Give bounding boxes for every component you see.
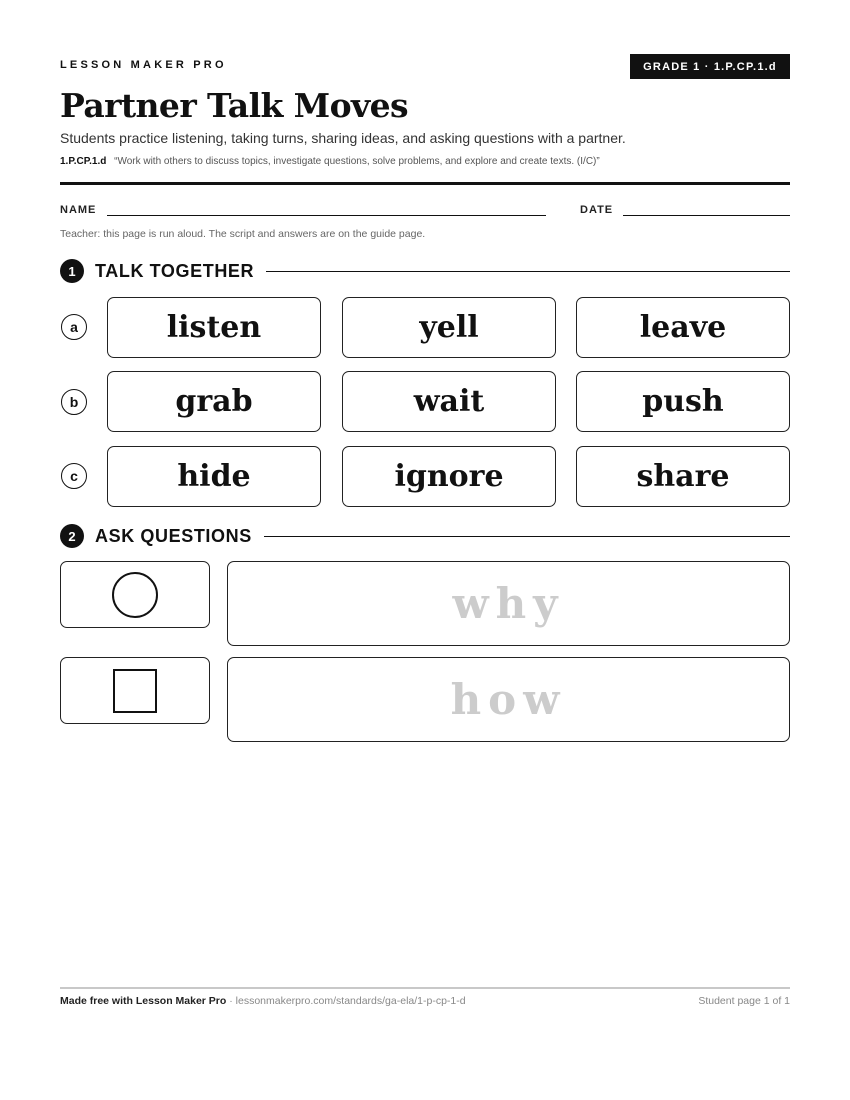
date-field-line[interactable] (623, 215, 790, 216)
teacher-note: Teacher: this page is run aloud. The script and answers are on the guide page. (60, 228, 426, 240)
made-with-label: Made free with Lesson Maker Pro (60, 995, 227, 1007)
date-label: DATE (580, 204, 614, 216)
section-header-ask-questions (60, 524, 790, 548)
page-subtitle: Students practice listening, taking turns, sharing ideas, and asking questions with a partner. (60, 130, 626, 146)
page-title: Partner Talk Moves (60, 86, 408, 125)
brand-name: LESSON MAKER PRO (60, 59, 227, 71)
trace-word-box[interactable]: why (227, 561, 790, 646)
name-label: NAME (60, 204, 97, 216)
grade-badge: GRADE 1 · 1.P.CP.1.d (630, 54, 790, 79)
row-letter-c: c (61, 463, 87, 489)
footer-url-link[interactable]: lessonmakerpro.com/standards/ga-ela/1-p-cp-1-d (235, 995, 466, 1007)
standard-code: 1.P.CP.1.d (60, 156, 107, 167)
square-shape (113, 669, 157, 713)
section-rule (266, 271, 790, 272)
circle-shape (112, 572, 158, 618)
footer-separator: · (226, 995, 236, 1007)
section-number-badge: 1 (60, 259, 84, 283)
word-card[interactable]: push (576, 371, 790, 432)
section-rule (264, 536, 790, 537)
shape-card-circle[interactable] (60, 561, 210, 628)
section-title: TALK TOGETHER (95, 260, 255, 281)
shape-card-square[interactable] (60, 657, 210, 724)
standard-line (60, 156, 600, 167)
footer-divider (60, 987, 790, 989)
word-card[interactable]: ignore (342, 446, 556, 507)
standard-text: “Work with others to discuss topics, investigate questions, solve problems, and explore and create texts. (I/C)” (114, 156, 600, 167)
word-card[interactable]: share (576, 446, 790, 507)
row-letter-a: a (61, 314, 87, 340)
section-title: ASK QUESTIONS (95, 525, 252, 546)
word-card[interactable]: hide (107, 446, 321, 507)
page-number: Student page 1 of 1 (698, 995, 790, 1007)
row-letter-b: b (61, 389, 87, 415)
footer-credit (60, 995, 466, 1007)
word-card[interactable]: leave (576, 297, 790, 358)
word-card[interactable]: wait (342, 371, 556, 432)
section-header-talk-together (60, 259, 790, 283)
word-card[interactable]: listen (107, 297, 321, 358)
header-divider (60, 182, 790, 185)
trace-word-box[interactable]: how (227, 657, 790, 742)
word-card[interactable]: yell (342, 297, 556, 358)
word-card[interactable]: grab (107, 371, 321, 432)
section-number-badge: 2 (60, 524, 84, 548)
name-field-line[interactable] (107, 215, 546, 216)
